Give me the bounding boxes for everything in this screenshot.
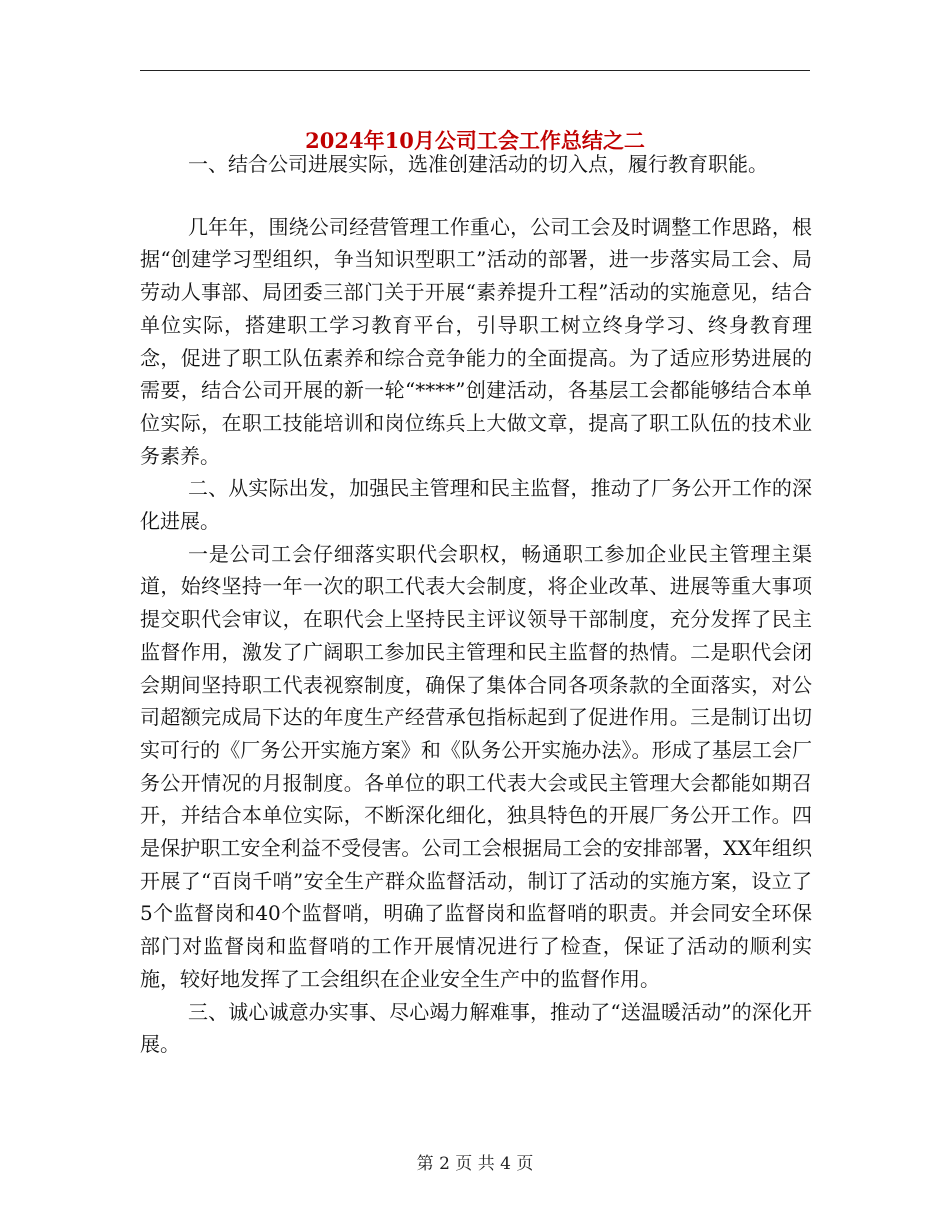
page-number-footer: 第 2 页 共 4 页 <box>416 1154 534 1174</box>
document-body <box>140 148 812 1061</box>
paragraph-section-1-body: 几年年，围绕公司经营管理工作重心，公司工会及时调整工作思路，根据“创建学习型组织，争当知识型职工”活动的部署，进一步落实局工会、局劳动人事部、局团委三部门关于开展“素养提升工程”活动的实施意见，结合单位实际，搭建职工学习教育平台，引导职工树立终身学习、终身教育理念，促进了职工队伍素养和综合竞争能力的全面提高。为了适应形势进展的需要，结合公司开展的新一轮“****”创建活动，各基层工会都能够结合本单位实际，在职工技能培训和岗位练兵上大做文章，提高了职工队伍的技术业务素养。 <box>140 214 812 468</box>
document-title: 2024年10月公司工会工作总结之二 <box>305 128 645 154</box>
paragraph-section-3-heading: 三、诚心诚意办实事、尽心竭力解难事，推动了“送温暖活动”的深化开展。 <box>140 999 812 1057</box>
paragraph-section-2-heading: 二、从实际出发，加强民主管理和民主监督，推动了厂务公开工作的深化进展。 <box>140 476 812 534</box>
header-rule <box>140 70 810 71</box>
paragraph-section-2-body: 一是公司工会仔细落实职代会职权，畅通职工参加企业民主管理主渠道，始终坚持一年一次的职工代表大会制度，将企业改革、进展等重大事项提交职代会审议，在职代会上坚持民主评议领导干部制度，充分发挥了民主监督作用，激发了广阔职工参加民主管理和民主监督的热情。二是职代会闭会期间坚持职工代表视察制度，确保了集体合同各项条款的全面落实，对公司超额完成局下达的年度生产经营承包指标起到了促进作用。三是制订出切实可行的《厂务公开实施方案》和《队务公开实施办法》。形成了基层工会厂务公开情况的月报制度。各单位的职工代表大会或民主管理大会都能如期召开，并结合本单位实际，不断深化细化，独具特色的开展厂务公开工作。四是保护职工安全利益不受侵害。公司工会根据局工会的安排部署，XX年组织开展了“百岗千哨”安全生产群众监督活动，制订了活动的实施方案，设立了5个监督岗和40个监督哨，明确了监督岗和监督哨的职责。并会同安全环保部门对监督岗和监督哨的工作开展情况进行了检查，保证了活动的顺利实施，较好地发挥了工会组织在企业安全生产中的监督作用。 <box>140 541 812 991</box>
paragraph-section-1-heading: 一、结合公司进展实际，选准创建活动的切入点，履行教育职能。 <box>188 152 768 176</box>
